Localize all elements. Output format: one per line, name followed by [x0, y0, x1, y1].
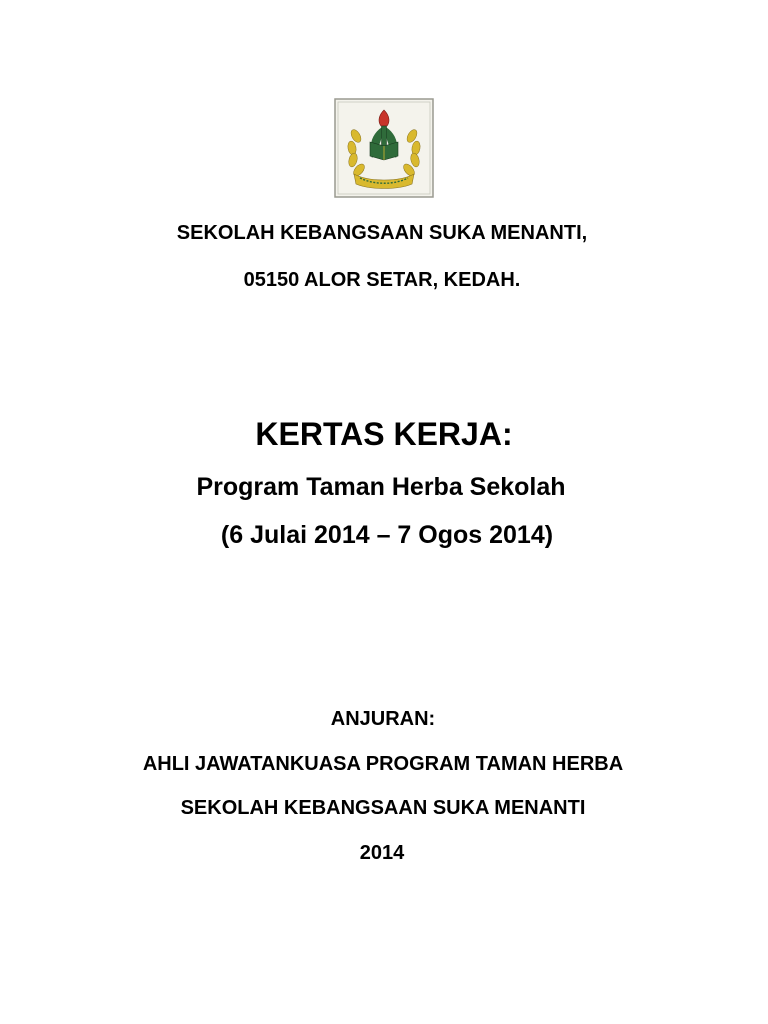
organiser-label: ANJURAN:	[330, 708, 436, 730]
document-title: KERTAS KERJA:	[255, 416, 513, 452]
school-address: 05150 ALOR SETAR, KEDAH.	[243, 269, 521, 291]
document-year: 2014	[359, 842, 405, 864]
program-dates: (6 Julai 2014 – 7 Ogos 2014)	[220, 521, 554, 549]
school-crest-icon	[334, 98, 434, 198]
organiser-school-name: SEKOLAH KEBANGSAAN SUKA MENANTI	[180, 797, 586, 819]
program-name: Program Taman Herba Sekolah	[196, 473, 566, 501]
school-name: SEKOLAH KEBANGSAAN SUKA MENANTI,	[176, 222, 588, 244]
committee-name: AHLI JAWATANKUASA PROGRAM TAMAN HERBA	[142, 753, 624, 775]
